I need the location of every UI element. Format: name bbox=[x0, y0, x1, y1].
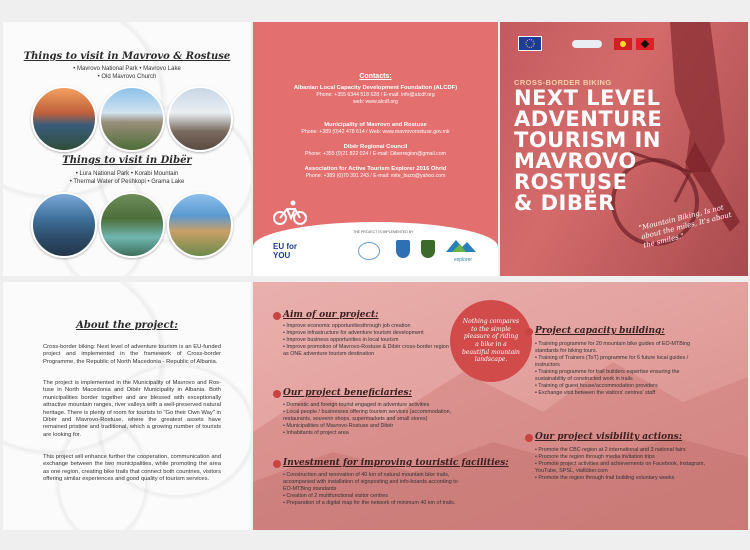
photo-winter-village bbox=[167, 86, 233, 152]
photo-lura-lake bbox=[31, 192, 97, 258]
photo-grama-lake bbox=[167, 192, 233, 258]
aim-item-0: • Improve economic opportunitiesthrough job creation bbox=[283, 323, 453, 330]
eu-for-you-logo bbox=[273, 242, 307, 266]
explorer-logo bbox=[446, 238, 480, 263]
contact-line-0: Phone: +355 6344 518 628 / E-mail: info@alcdf.org bbox=[316, 92, 435, 98]
contact-block-2 bbox=[263, 144, 488, 158]
contact-block-0 bbox=[263, 85, 488, 106]
about-p1: Cross-border biking: Next level of adventure tourism is an EU-funded project and implemented in the framework of Cross-border Programme, the Republic of North Macedonia - Republic of Albania. bbox=[43, 344, 221, 365]
beneficiaries-list bbox=[283, 402, 458, 437]
mavrovo-items-line1: • Mavrovo National Park • Mavrovo Lake bbox=[73, 66, 181, 72]
handshake-logo bbox=[358, 242, 380, 260]
cover-title-line-4: ROSTUSE bbox=[514, 170, 628, 194]
visibility-title: Our project visibility actions: bbox=[535, 432, 683, 442]
cover-title-line-1: ADVENTURE bbox=[514, 107, 663, 131]
eu-logo-text: EU for YOU bbox=[273, 242, 297, 260]
eu-flag bbox=[518, 36, 542, 51]
visibility-item-2: • Promote project activities and achievements on Facebook, Instagram, YouTube, SPSL, viatlüber.com bbox=[535, 461, 715, 475]
panel-contacts bbox=[253, 22, 498, 276]
mavrovo-items-line2: • Old Mavrovo Church bbox=[97, 74, 157, 80]
aim-title: Aim of our project: bbox=[283, 310, 379, 320]
capacity-item-2: • Training programme for trail builders expertise ensuring the sustainability of constructed work in trails bbox=[535, 369, 710, 383]
cover-title bbox=[514, 88, 674, 214]
investment-item-2: • Preparation of a digital map for the network of minimum 40 km of trails. bbox=[283, 500, 463, 507]
quote-bubble bbox=[450, 300, 532, 382]
cover-kicker: CROSS-BORDER BIKING bbox=[514, 78, 612, 87]
capacity-dot bbox=[525, 328, 533, 336]
capacity-item-1: • Training of Trainers (ToT) programme for 6 future local guides / instructors bbox=[535, 355, 710, 369]
contact-name-2: Dibër Regional Council bbox=[343, 144, 408, 150]
investment-title: Investment for improving touristic facilities: bbox=[283, 458, 509, 468]
beneficiaries-title: Our project beneficiaries: bbox=[283, 388, 412, 398]
capacity-item-0: • Training programme for 20 mountain bike guides of EO-MTBing standards for biking tours. bbox=[535, 341, 710, 355]
aim-item-1: • Improve infrastructure for adventure tourism development bbox=[283, 330, 453, 337]
diber-items-line1: • Lura National Park • Korabi Mountain bbox=[75, 171, 179, 177]
explorer-text: explorer bbox=[453, 257, 473, 263]
capacity-title: Project capacity building: bbox=[535, 326, 665, 336]
explorer-mountain-icon bbox=[446, 238, 476, 252]
contact-block-3 bbox=[263, 166, 488, 180]
north-macedonia-flag bbox=[614, 38, 632, 50]
beneficiaries-dot bbox=[273, 390, 281, 398]
cover-title-line-3: MAVROVO bbox=[514, 149, 637, 173]
albania-flag bbox=[636, 38, 654, 50]
visibility-item-1: • Promote the region through media invitation trips bbox=[535, 454, 715, 461]
investment-item-1: • Creation of 2 multifunctional visitor centres bbox=[283, 493, 463, 500]
panel-cover bbox=[500, 22, 748, 276]
visibility-item-0: • Promote the CBC region at 2 international and 3 national fairs bbox=[535, 447, 715, 454]
diber-title: Things to visit in Dibër bbox=[62, 155, 192, 166]
visibility-dot bbox=[525, 434, 533, 442]
implemented-by-label: THE PROJECT IS IMPLEMENTED BY bbox=[353, 230, 414, 234]
mavrovo-title: Things to visit in Mavrovo & Rostuse bbox=[23, 51, 231, 62]
mavrovo-emblem bbox=[396, 240, 410, 258]
contact-block-1 bbox=[263, 122, 488, 136]
panel-things-to-visit bbox=[3, 22, 251, 276]
capacity-list bbox=[535, 341, 710, 397]
visibility-item-3: • Promote the region through trail building voluntary weeks bbox=[535, 475, 715, 482]
investment-item-0: • Construction and renovation of 40 km of natural mountain bike trails, accompanied with installation of signposting and info-boards according to EO-MTBing standards bbox=[283, 472, 463, 493]
cover-title-line-5: & DIBËR bbox=[514, 191, 615, 215]
contact-name-3: Association for Active Tourism Explorer 2016 Ohrid bbox=[304, 166, 447, 172]
aim-item-2: • Improve business opportunities in local tourism bbox=[283, 337, 453, 344]
quote-bubble-text: Nothing compares to the simple pleasure of riding a bike in a beautiful mountain landscape. bbox=[462, 318, 520, 364]
logo-band bbox=[253, 222, 498, 276]
beneficiaries-item-2: • Municipalities of Mavrovo-Rostuse and Dibër bbox=[283, 423, 458, 430]
beneficiaries-item-3: • Inhabitants of project area bbox=[283, 430, 458, 437]
investment-list bbox=[283, 472, 463, 507]
photo-mavrovo-lake-sunset bbox=[31, 86, 97, 152]
contact-line-1: Phone: +389 (0)42 478 614 / Web: www.mavrovorostuse.gov.mk bbox=[301, 129, 450, 135]
diber-emblem bbox=[421, 240, 435, 258]
beneficiaries-item-1: • Local people / businesses offering tourism services (accommodation, restaurants, souvenir shops, supermarkets and small stores) bbox=[283, 409, 458, 423]
about-p3: This project will enhance further the cooperation, communication and exchange between the two municipalities, while promoting the area as one region, creating bike trails that connect both countries, visitors offering similar experiences and good quality of tourism services. bbox=[43, 454, 221, 483]
aim-dot bbox=[273, 312, 281, 320]
beneficiaries-item-0: • Domestic and foreign tourist engaged in adventure activities bbox=[283, 402, 458, 409]
aim-list bbox=[283, 323, 453, 358]
panel-about bbox=[3, 282, 251, 530]
cyclist-icon bbox=[273, 199, 307, 225]
capacity-item-4: • Exchange visit between the visitors' centres' staff bbox=[535, 390, 710, 397]
contact-line-3: Phone: +389 (0)70 391 243 / E-mail: mite_buzo@yahoo.com bbox=[305, 173, 446, 179]
capacity-item-3: • Training of guest house/accommodation providers bbox=[535, 383, 710, 390]
cover-title-line-0: NEXT LEVEL bbox=[514, 86, 661, 110]
contact-line2-0: web: www.alcdf.org bbox=[353, 99, 398, 105]
about-p2: The project is implemented in the Municipality of Mavrovo and Ros-tuse in North Macedonia and Dibër Municipality in Albania. Both municipalities border together and are blessed with exceptionally attractive mountain ranges, river valleys with a well-preserved natural heritage. There is plenty of room for tourists to "Go their Own Way" in Dibër and Mavrovo-Rostuse, where the greatest assets have remained pristine and traditional, which a growing number of tourists are looking for. bbox=[43, 380, 221, 438]
visibility-list bbox=[535, 447, 715, 482]
panel-project-details bbox=[253, 282, 748, 530]
photo-old-church bbox=[99, 86, 165, 152]
programme-logo bbox=[572, 40, 602, 48]
eu-stars-icon bbox=[519, 37, 541, 50]
cover-quote: "Mountain Biking, Is not about the miles, It's about the smiles." bbox=[638, 203, 733, 250]
cover-title-line-2: TOURISM IN bbox=[514, 128, 661, 152]
contact-name-1: Municipality of Mavrovo and Rostuse bbox=[324, 122, 427, 128]
about-title: About the project: bbox=[76, 320, 178, 331]
photo-korabi-valley bbox=[99, 192, 165, 258]
contacts-title: Contacts: bbox=[359, 73, 392, 80]
investment-dot bbox=[273, 460, 281, 468]
aim-item-3: • Improve promotion of Mavrovo-Rostuse & Dibër cross-border region as ONE adventure tourism destination bbox=[283, 344, 453, 358]
diber-items-line2: • Thermal Water of Peshkopi • Grama Lake bbox=[69, 179, 185, 185]
contact-line-2: Phone: +355 (0)21 822 024 / E-mail: Diberregion@gmail.com bbox=[305, 151, 446, 157]
contact-name-0: Albanian Local Capacity Development Foundation (ALCDF) bbox=[293, 85, 458, 91]
